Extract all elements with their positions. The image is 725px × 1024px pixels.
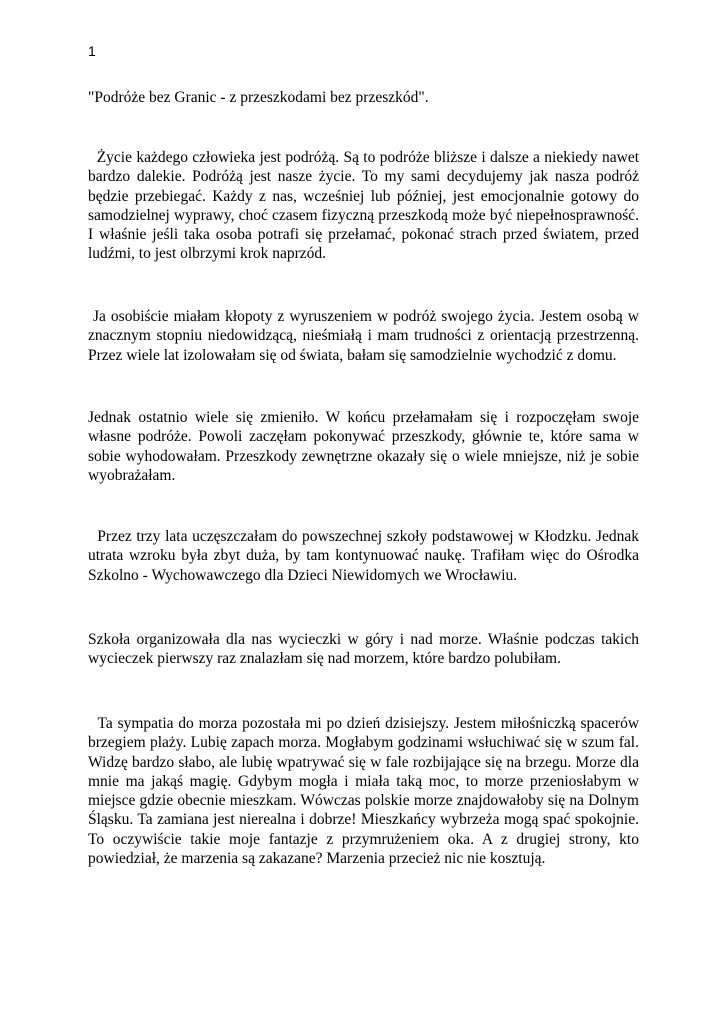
- document-title: "Podróże bez Granic - z przeszkodami bez przeszkód".: [88, 89, 429, 106]
- paragraph: Ja osobiście miałam kłopoty z wyruszeniem w podróż swojego życia. Jestem osobą w znacznym stopniu niedowidzącą, nieśmiałą i mam trudności z orientacją przestrzenną. Przez wiele lat izolowałam się od świata, bałam się samodzielnie wychodzić z domu.: [88, 308, 643, 364]
- paragraph: Życie każdego człowieka jest podróżą. Są to podróże bliższe i dalsze a niekiedy nawet bardzo dalekie. Podróżą jest nasze życie. To my sami decydujemy jak nasza podróż będzie przebiegać. Każdy z nas, wcześniej lub później, jest emocjonalnie gotowy do samodzielnej wyprawy, choć czasem fizyczną przeszkodą może być niepełnosprawność. I właśnie jeśli taka osoba potrafi się przełamać, pokonać strach przed światem, przed ludźmi, to jest olbrzymi krok naprzód.: [88, 149, 643, 263]
- paragraph: Jednak ostatnio wiele się zmieniło. W końcu przełamałam się i rozpoczęłam swoje własne podróże. Powoli zaczęłam pokonywać przeszkody, głównie te, które sama w sobie wyhodowałam. Przeszkody zewnętrzne okazały się o wiele mniejsze, niż je sobie wyobrażałam.: [88, 409, 643, 484]
- paragraph: Ta sympatia do morza pozostała mi po dzień dzisiejszy. Jestem miłośniczką spacerów brzegiem plaży. Lubię zapach morza. Mogłabym godzinami wsłuchiwać się w szum fal. Widzę bardzo słabo, ale lubię wpatrywać się w fale rozbijające się na brzegu. Morze dla mnie ma jakąś magię. Gdybym mogła i miała taką moc, to morze przeniosłabym w miejsce gdzie obecnie mieszkam. Wówczas polskie morze znajdowałoby się na Dolnym Śląsku. Ta zamiana jest nierealna i dobrze! Mieszkańcy wybrzeża mogą spać spokojnie. To oczywiście takie moje fantazje z przymrużeniem oka. A z drugiej strony, kto powiedział, że marzenia są zakazane? Marzenia przecież nic nie kosztują.: [88, 715, 643, 868]
- page-number: 1: [88, 43, 96, 59]
- paragraph: Szkoła organizowała dla nas wycieczki w góry i nad morze. Właśnie podczas takich wycieczek pierwszy raz znalazłam się nad morzem, które bardzo polubiłam.: [88, 631, 643, 668]
- paragraph: Przez trzy lata uczęszczałam do powszechnej szkoły podstawowej w Kłodzku. Jednak utrata wzroku była zbyt duża, by tam kontynuować naukę. Trafiłam więc do Ośrodka Szkolno - Wychowawczego dla Dzieci Niewidomych we Wrocławiu.: [88, 528, 643, 584]
